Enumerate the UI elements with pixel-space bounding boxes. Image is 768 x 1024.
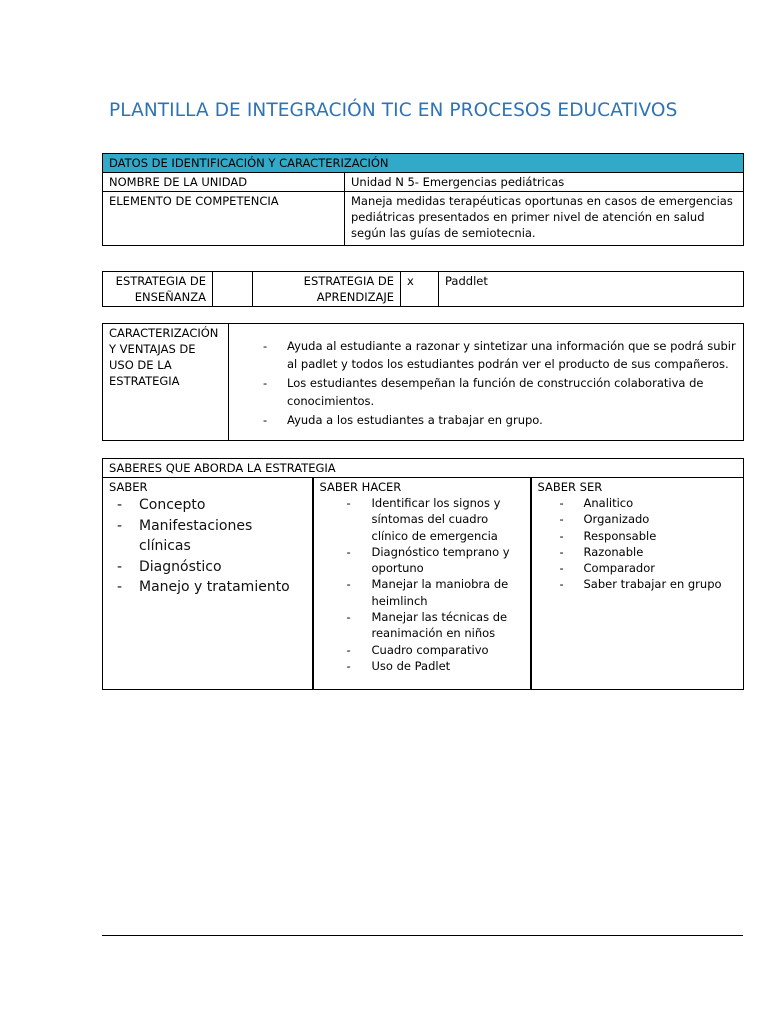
- saber-hacer-list: [320, 495, 524, 674]
- knowledge-header: SABERES QUE ABORDA LA ESTRATEGIA: [103, 459, 744, 478]
- list-item: - Los estudiantes desempeñan la función de construcción colaborativa de conocimientos.: [235, 375, 737, 410]
- list-item: - Manejar las técnicas de reanimación en niños: [320, 609, 524, 642]
- saber-ser-label: SABER SER: [537, 480, 603, 494]
- list-item: - Saber trabajar en grupo: [538, 576, 738, 592]
- identification-table: [102, 153, 744, 246]
- learning-strategy-label: ESTRATEGIA DE APRENDIZAJE: [253, 272, 401, 307]
- list-item: - Diagnóstico: [87, 557, 306, 578]
- list-item: - Ayuda a los estudiantes a trabajar en grupo.: [235, 412, 737, 430]
- list-item: - Comparador: [538, 560, 738, 576]
- saber-list: [87, 495, 306, 598]
- teaching-strategy-mark: [213, 272, 253, 307]
- teaching-strategy-label: ESTRATEGIA DE ENSEÑANZA: [103, 272, 213, 307]
- list-item: - Concepto: [87, 495, 306, 516]
- strategy-tool: Paddlet: [439, 272, 744, 307]
- knowledge-table: [102, 458, 744, 690]
- list-item: - Cuadro comparativo: [320, 642, 524, 658]
- characterization-table: [102, 323, 744, 441]
- unit-value: Unidad N 5- Emergencias pediátricas: [345, 173, 744, 192]
- identification-header: DATOS DE IDENTIFICACIÓN Y CARACTERIZACIÓN: [103, 154, 744, 173]
- page-title: PLANTILLA DE INTEGRACIÓN TIC EN PROCESOS EDUCATIVOS: [109, 100, 678, 121]
- saber-ser-list: [538, 495, 738, 593]
- learning-strategy-mark: x: [401, 272, 439, 307]
- list-item: - Diagnóstico temprano y oportuno: [320, 544, 524, 577]
- list-item: - Razonable: [538, 544, 738, 560]
- characterization-label: CARACTERIZACIÓN Y VENTAJAS DE USO DE LA ESTRATEGIA: [103, 324, 229, 441]
- strategy-table: [102, 271, 744, 307]
- list-item: - Uso de Padlet: [320, 658, 524, 674]
- footer-divider: [102, 935, 743, 936]
- saber-label: SABER: [109, 480, 148, 494]
- competence-label: ELEMENTO DE COMPETENCIA: [103, 192, 345, 246]
- characterization-list: [235, 338, 737, 430]
- list-item: - Organizado: [538, 511, 738, 527]
- list-item: - Responsable: [538, 528, 738, 544]
- saber-hacer-label: SABER HACER: [319, 480, 402, 494]
- list-item: - Analitico: [538, 495, 738, 511]
- competence-value: Maneja medidas terapéuticas oportunas en casos de emergencias pediátricas presentados en primer nivel de atención en salud según las guías de semiotecnia.: [345, 192, 744, 246]
- list-item: - Identificar los signos y síntomas del cuadro clínico de emergencia: [320, 495, 524, 544]
- unit-label: NOMBRE DE LA UNIDAD: [103, 173, 345, 192]
- list-item: - Ayuda al estudiante a razonar y sintetizar una información que se podrá subir al padlet y todos los estudiantes podrán ver el producto de sus compañeros.: [235, 338, 737, 373]
- list-item: - Manejar la maniobra de heimlinch: [320, 576, 524, 609]
- list-item: - Manejo y tratamiento: [87, 577, 306, 598]
- list-item: - Manifestaciones clínicas: [87, 516, 306, 557]
